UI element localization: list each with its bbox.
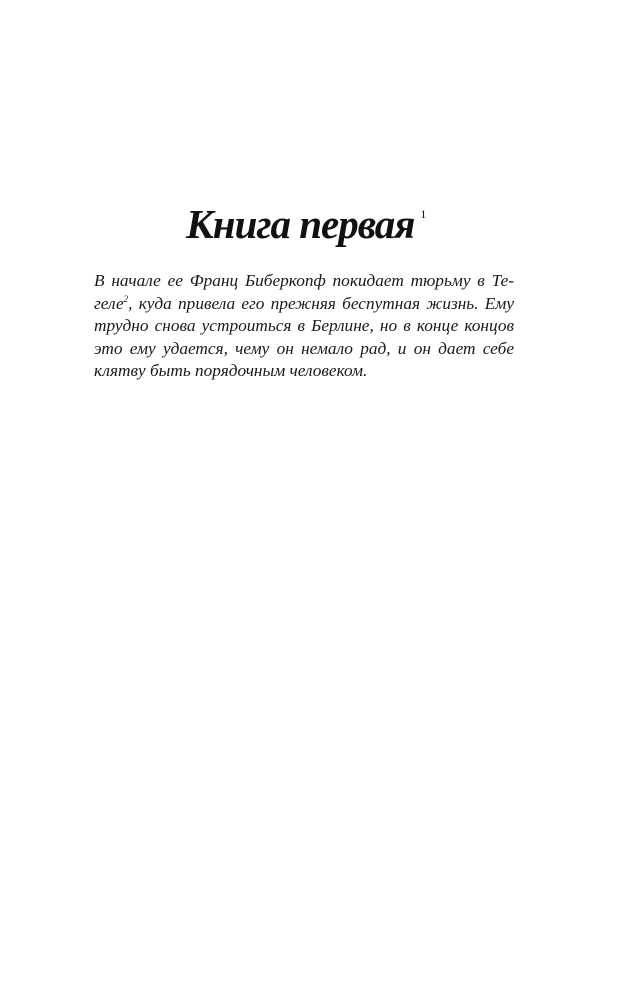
summary-line-2-end: , куда привела его прежняя беспутная жизнь. Ему bbox=[128, 293, 514, 313]
summary-line-2 bbox=[94, 293, 514, 316]
chapter-title-text: Книга первая bbox=[186, 201, 415, 247]
summary-line-1: В начале ее Франц Биберкопф покидает тюрьму в Те- bbox=[94, 271, 514, 290]
summary-line-2-start: геле bbox=[94, 293, 124, 313]
chapter-summary bbox=[94, 270, 514, 383]
summary-line-5: клятву быть порядочным человеком. bbox=[94, 361, 368, 380]
footnote-marker-2: 2 bbox=[123, 293, 129, 304]
chapter-title bbox=[186, 201, 427, 247]
summary-line-4: это ему удается, чему он немало рад, и он дает себе bbox=[94, 338, 514, 358]
summary-line-3: трудно снова устроиться в Берлине, но в конце концов bbox=[94, 316, 514, 335]
footnote-marker-1: 1 bbox=[420, 207, 427, 221]
